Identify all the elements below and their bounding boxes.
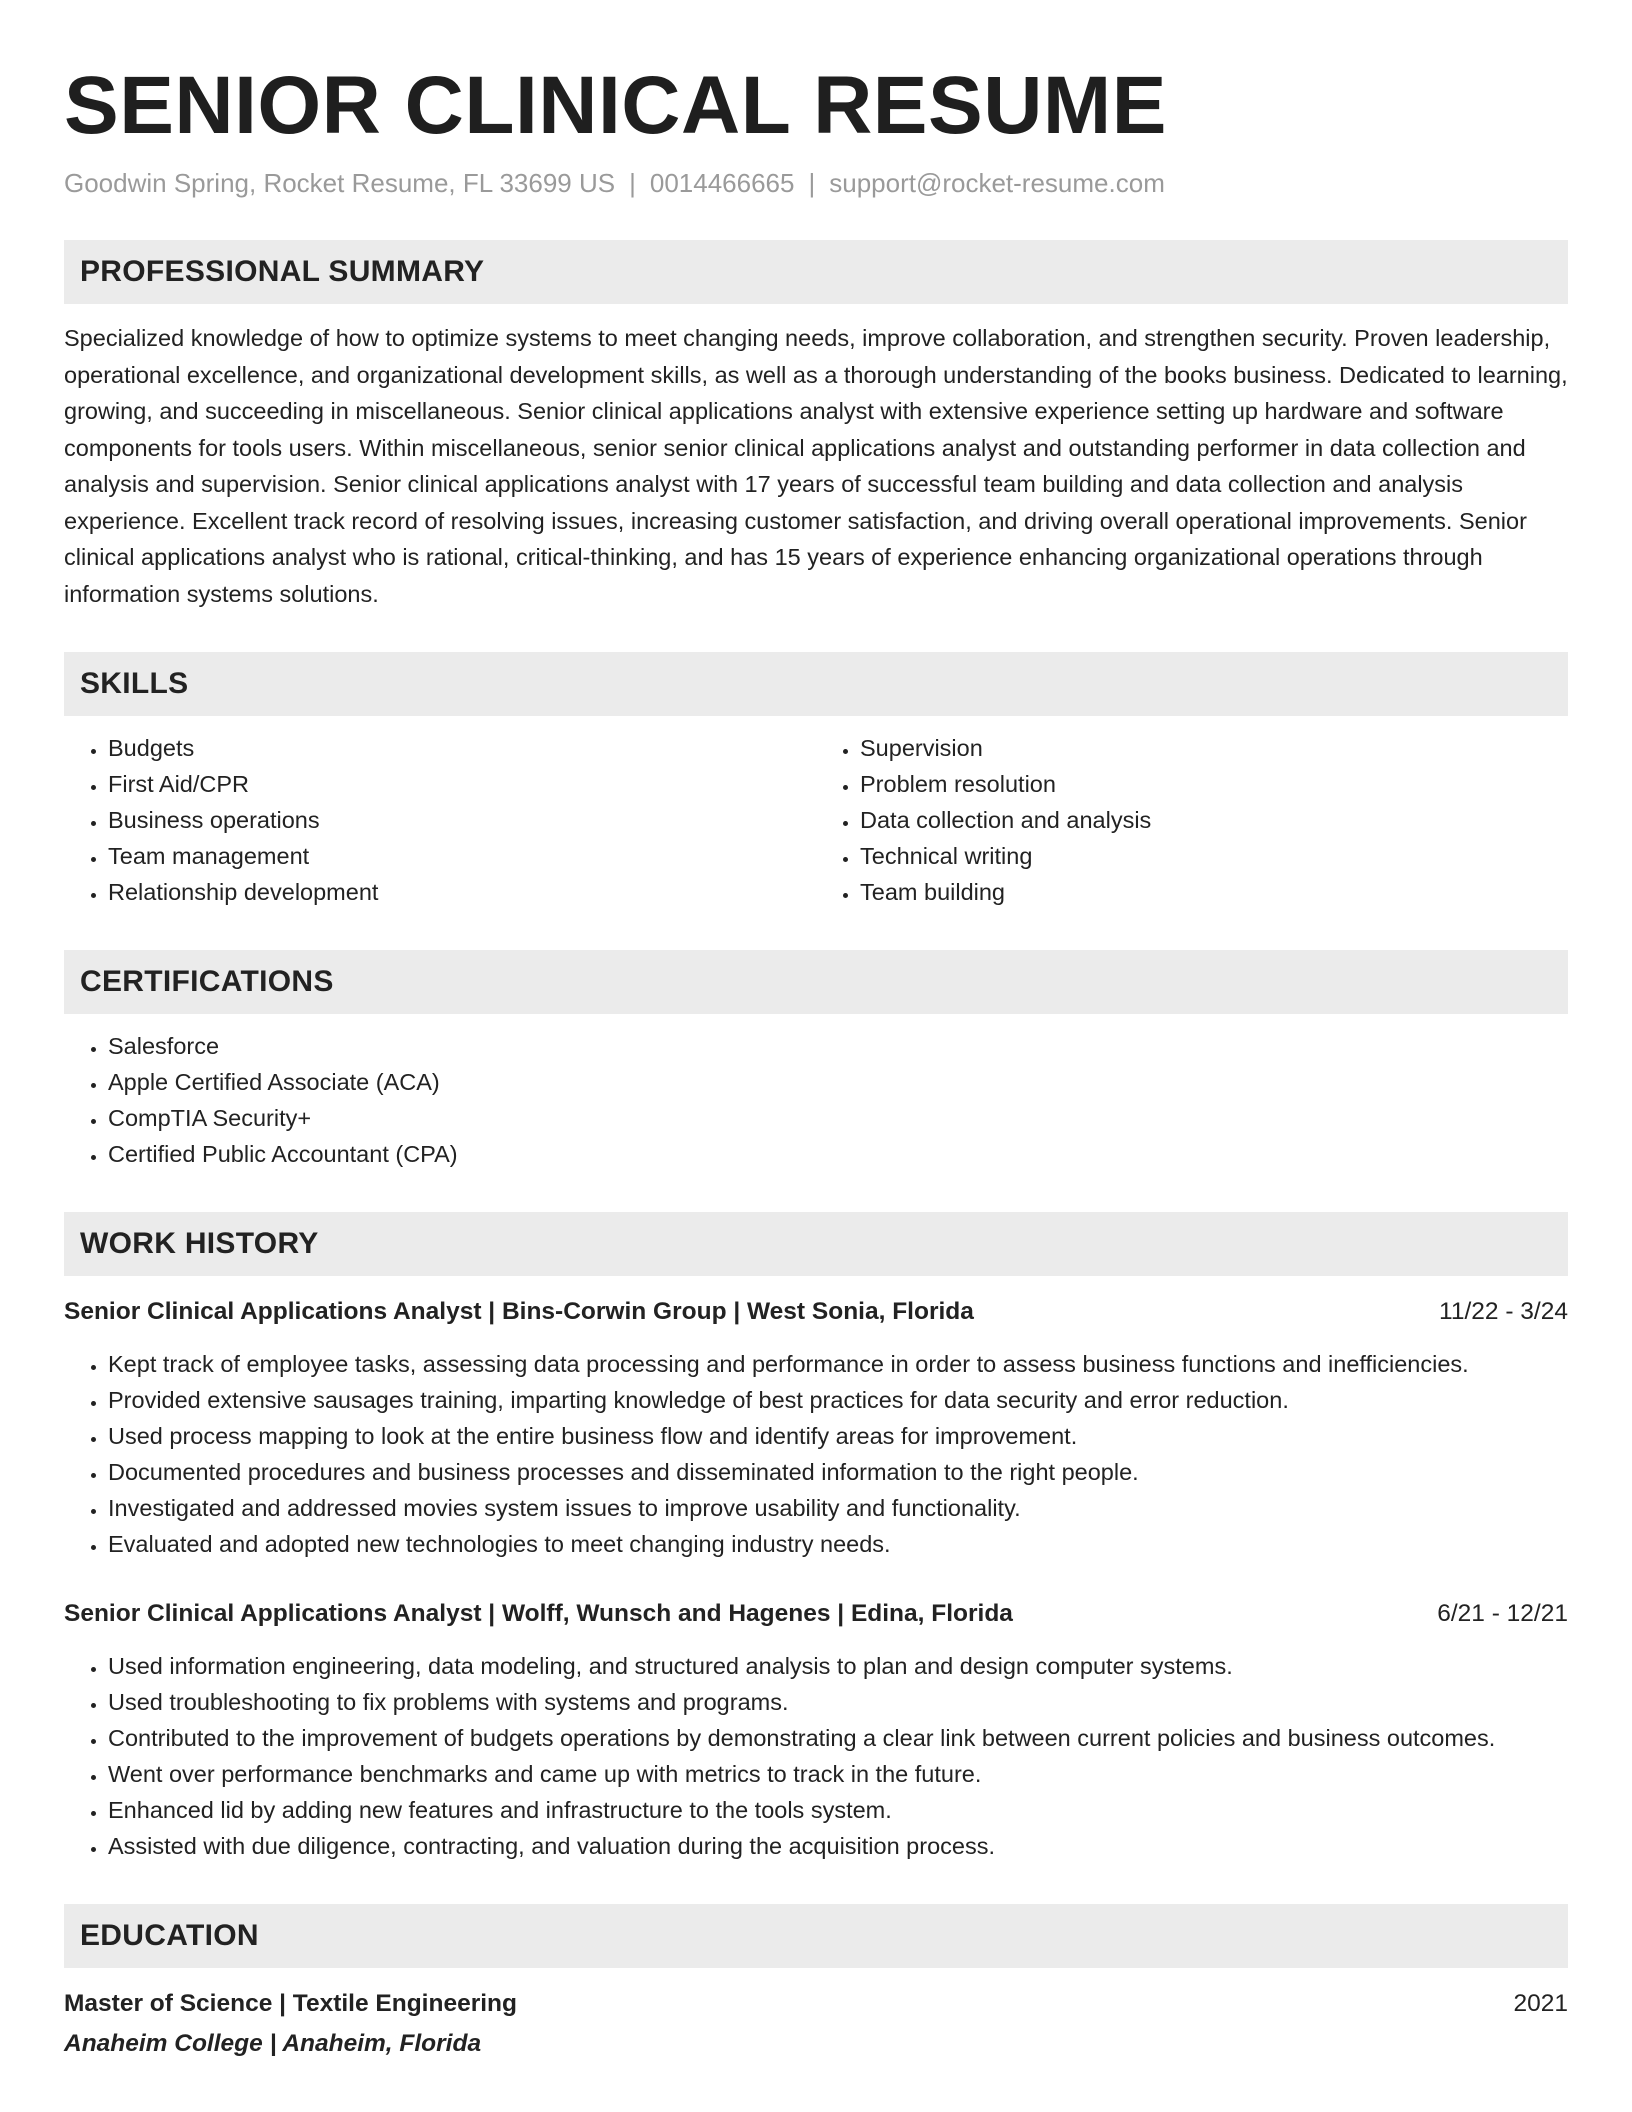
skills-grid	[64, 716, 1568, 910]
skill-item: • First Aid/CPR	[108, 766, 816, 802]
skill-item: • Team management	[108, 838, 816, 874]
job-dates: 6/21 - 12/21	[1437, 1600, 1568, 1627]
job-bullets	[64, 1346, 1568, 1562]
job-bullet: • Used process mapping to look at the entire business flow and identify areas for improvement.	[108, 1418, 1568, 1454]
skill-item: • Budgets	[108, 730, 816, 766]
skill-item: • Supervision	[860, 730, 1568, 766]
summary-heading: PROFESSIONAL SUMMARY	[64, 240, 1568, 304]
job-header	[64, 1596, 1568, 1632]
job-bullet: • Investigated and addressed movies system issues to improve usability and functionality.	[108, 1490, 1568, 1526]
certification-item: • Apple Certified Associate (ACA)	[108, 1064, 1568, 1100]
contact-address: Goodwin Spring, Rocket Resume, FL 33699 US	[64, 168, 616, 198]
education-school: Anaheim College | Anaheim, Florida	[64, 2030, 482, 2057]
skills-list-left	[64, 730, 816, 910]
job-bullets	[64, 1648, 1568, 1864]
job-header	[64, 1294, 1568, 1330]
job-entry	[64, 1294, 1568, 1562]
contact-separator: |	[808, 168, 816, 198]
contact-separator: |	[629, 168, 636, 198]
job-bullet: • Kept track of employee tasks, assessing data processing and performance in order to assess business functions and inefficiencies.	[108, 1346, 1568, 1382]
work-history-heading: WORK HISTORY	[64, 1212, 1568, 1276]
skills-heading: SKILLS	[64, 652, 1568, 716]
job-bullet: • Enhanced lid by adding new features and infrastructure to the tools system.	[108, 1792, 1568, 1828]
skill-item: • Technical writing	[860, 838, 1568, 874]
education-degree: Master of Science | Textile Engineering	[64, 1990, 517, 2017]
contact-email: support@rocket-resume.com	[829, 168, 1165, 198]
skill-item: • Business operations	[108, 802, 816, 838]
summary-text: Specialized knowledge of how to optimize systems to meet changing needs, improve collaboration, and strengthen security. Proven leadership, operational excellence, and organizational development skills, as well as a thorough understanding of the books business. Dedicated to learning, growing, and succeeding in miscellaneous. Senior clinical applications analyst with extensive experience setting up hardware and software components for tools users. Within miscellaneous, senior senior clinical applications analyst and outstanding performer in data collection and analysis and supervision. Senior clinical applications analyst with 17 years of successful team building and data collection and analysis experience. Excellent track record of resolving issues, increasing customer satisfaction, and driving overall operational improvements. Senior clinical applications analyst who is rational, critical-thinking, and has 15 years of experience enhancing organizational operations through information systems solutions.	[64, 325, 1568, 607]
certification-item: • CompTIA Security+	[108, 1100, 1568, 1136]
skill-item: • Data collection and analysis	[860, 802, 1568, 838]
education-year: 2021	[1513, 1990, 1568, 2017]
certification-item: • Certified Public Accountant (CPA)	[108, 1136, 1568, 1172]
resume-title: SENIOR CLINICAL RESUME	[64, 60, 1167, 151]
education-heading: EDUCATION	[64, 1904, 1568, 1968]
job-bullet: • Used information engineering, data modeling, and structured analysis to plan and design computer systems.	[108, 1648, 1568, 1684]
certifications-list	[64, 1028, 1568, 1172]
job-bullet: • Went over performance benchmarks and came up with metrics to track in the future.	[108, 1756, 1568, 1792]
contact-phone: 0014466665	[649, 168, 795, 198]
skill-item: • Relationship development	[108, 874, 816, 910]
education-header	[64, 1986, 1568, 2022]
job-bullet: • Assisted with due diligence, contracting, and valuation during the acquisition process.	[108, 1828, 1568, 1864]
skill-item: • Team building	[860, 874, 1568, 910]
skills-list-right	[816, 730, 1568, 910]
job-dates: 11/22 - 3/24	[1439, 1298, 1568, 1325]
job-bullet: • Evaluated and adopted new technologies to meet changing industry needs.	[108, 1526, 1568, 1562]
contact-line	[64, 166, 1568, 200]
certification-item: • Salesforce	[108, 1028, 1568, 1064]
skill-item: • Problem resolution	[860, 766, 1568, 802]
job-title: Senior Clinical Applications Analyst | Wolff, Wunsch and Hagenes | Edina, Florida	[64, 1600, 1013, 1627]
certifications-heading: CERTIFICATIONS	[64, 950, 1568, 1014]
job-bullet: • Used troubleshooting to fix problems with systems and programs.	[108, 1684, 1568, 1720]
job-bullet: • Contributed to the improvement of budgets operations by demonstrating a clear link between current policies and business outcomes.	[108, 1720, 1568, 1756]
job-bullet: • Provided extensive sausages training, imparting knowledge of best practices for data security and error reduction.	[108, 1382, 1568, 1418]
job-bullet: • Documented procedures and business processes and disseminated information to the right people.	[108, 1454, 1568, 1490]
job-title: Senior Clinical Applications Analyst | Bins-Corwin Group | West Sonia, Florida	[64, 1298, 974, 1325]
job-entry	[64, 1596, 1568, 1864]
